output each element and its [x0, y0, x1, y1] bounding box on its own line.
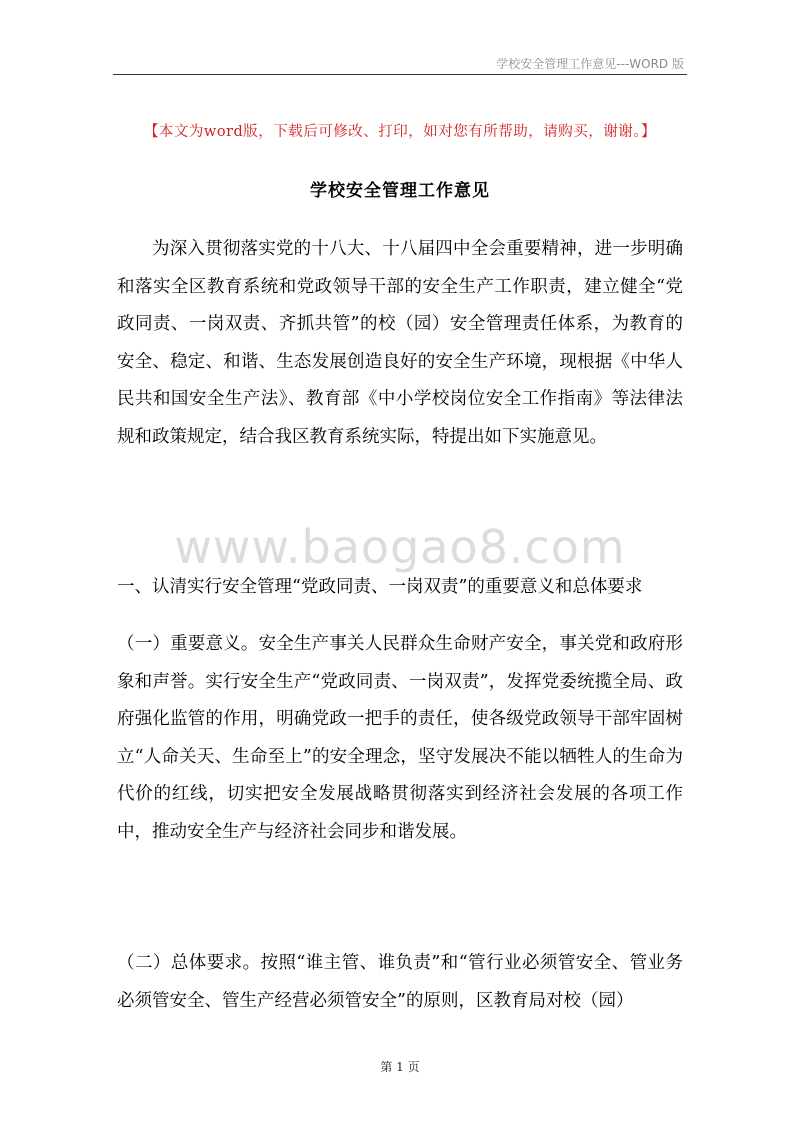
- running-header: 学校安全管理工作意见---WORD 版: [496, 57, 684, 71]
- download-notice: 【本文为word版，下载后可修改、打印，如对您有所帮助，请购买，谢谢。】: [143, 124, 657, 140]
- intro-paragraph: 为深入贯彻落实党的十八大、十八届四中全会重要精神，进一步明确和落实全区教育系统和党政领导干部的安全生产工作职责，建立健全“党政同责、一岗双责、齐抓共管”的校（园）安全管理责任体系，为教育的安全、稳定、和谐、生态发展创造良好的安全生产环境，现根据《中华人民共和国安全生产法》、教育部《中小学校岗位安全工作指南》等法律法规和政策规定，结合我区教育系统实际，特提出如下实施意见。: [117, 239, 683, 447]
- document-title: 学校安全管理工作意见: [310, 181, 490, 201]
- section-paragraph-requirements: （二）总体要求。按照“谁主管、谁负责”和“管行业必须管安全、管业务必须管安全、管生产经营必须管安全”的原则，区教育局对校（园）: [117, 953, 683, 1011]
- section-heading: 一、认清实行安全管理“党政同责、一岗双责”的重要意义和总体要求: [117, 577, 643, 597]
- page-number: 第 1 页: [380, 1060, 420, 1074]
- header-divider: [113, 74, 687, 75]
- watermark: www.baogao8.com: [174, 520, 626, 574]
- section-paragraph-importance: （一）重要意义。安全生产事关人民群众生命财产安全，事关党和政府形象和声誉。实行安全生产“党政同责、一岗双责”，发挥党委统揽全局、政府强化监管的作用，明确党政一把手的责任，使各级党政领导干部牢固树立“人命关天、生命至上”的安全理念，坚守发展决不能以牺牲人的生命为代价的红线，切实把安全发展战略贯彻落实到经济社会发展的各项工作中，推动安全生产与经济社会同步和谐发展。: [117, 634, 683, 842]
